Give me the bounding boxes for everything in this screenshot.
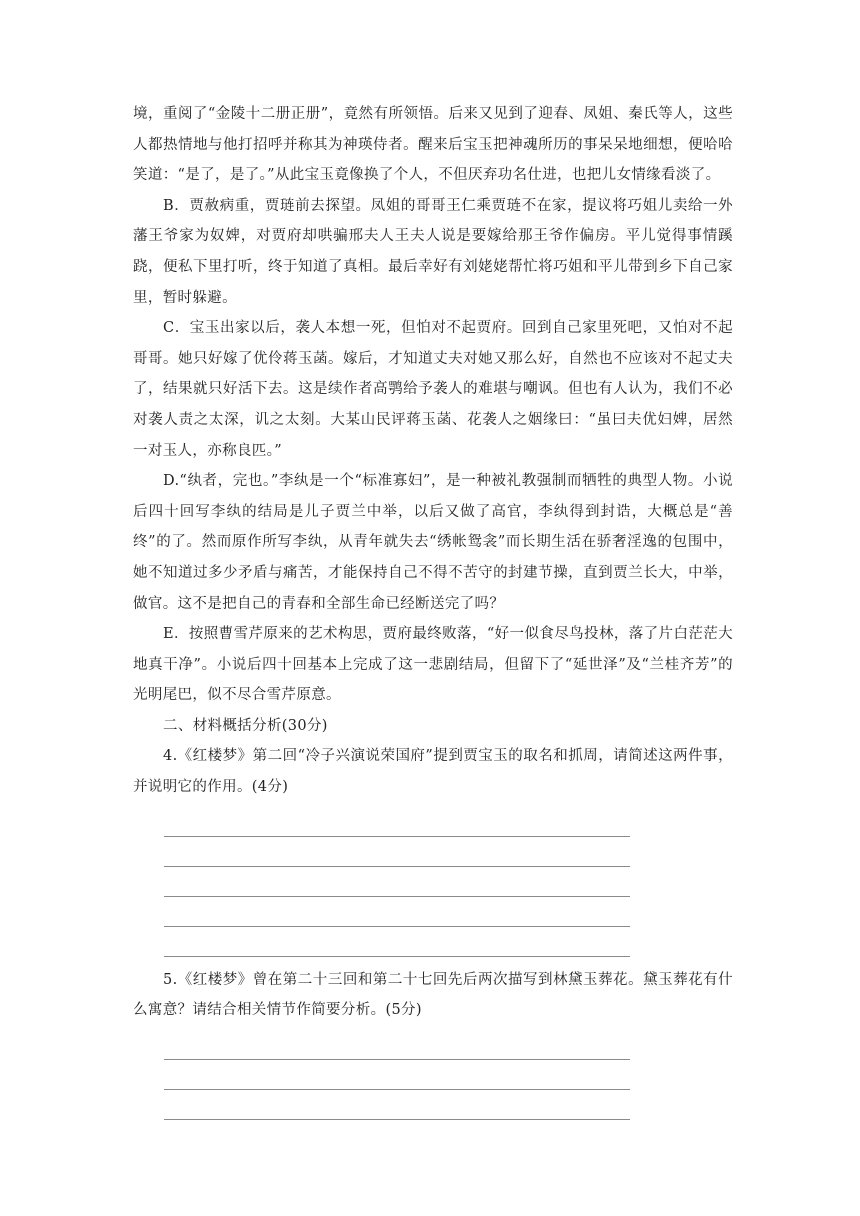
page-content (133, 99, 733, 1120)
question-4-answer-area[interactable] (164, 807, 630, 957)
question-5: 5.《红楼梦》曾在第二十三回和第二十七回先后两次描写到林黛玉葬花。黛玉葬花有什么寓意？请结合相关情节作简要分析。(5分) (133, 971, 733, 1019)
option-d-paragraph: D.“纨者，完也。”李纨是一个“标准寡妇”，是一种被礼教强制而牺牲的典型人物。小说后四十回写李纨的结局是儿子贾兰中举，以后又做了高官，李纨得到封诰，大概总是“善终”的了。然而原作所写李纨，从青年就失去“绣帐鸳衾”而长期生活在骄奢淫逸的包围中，她不知道过多少矛盾与痛苦，才能保持自己不得不苦守的封建节操，直到贾兰长大，中举，做官。这不是把自己的青春和全部生命已经断送完了吗？ (133, 473, 733, 612)
option-e-paragraph: E．按照曹雪芹原来的艺术构思，贾府最终败落，“好一似食尽鸟投林，落了片白茫茫大地真干净”。小说后四十回基本上完成了这一悲剧结局，但留下了“延世泽”及“兰桂齐芳”的光明尾巴，似不尽合雪芹原意。 (133, 626, 733, 704)
answer-line[interactable] (164, 1030, 630, 1060)
answer-line[interactable] (164, 897, 630, 927)
option-b-paragraph: B．贾赦病重，贾琏前去探望。凤姐的哥哥王仁乘贾琏不在家，提议将巧姐儿卖给一外藩王爷家为奴婢，对贾府却哄骗邢夫人王夫人说是要嫁给那王爷作偏房。平儿觉得事情蹊跷，便私下里打听，终于知道了真相。最后幸好有刘姥姥帮忙将巧姐和平儿带到乡下自己家里，暂时躲避。 (133, 197, 733, 306)
intro-paragraph: 境，重阅了“金陵十二册正册”，竟然有所领悟。后来又见到了迎春、凤姐、秦氏等人，这些人都热情地与他打招呼并称其为神瑛侍者。醒来后宝玉把神魂所历的事呆呆地细想，便哈哈笑道：“是了，是了。”从此宝玉竟像换了个人，不但厌弃功名仕进，也把儿女情缘看淡了。 (133, 106, 733, 184)
answer-line[interactable] (164, 837, 630, 867)
question-4: 4.《红楼梦》第二回“冷子兴演说荣国府”提到贾宝玉的取名和抓周，请简述这两件事，并说明它的作用。(4分) (133, 748, 733, 796)
answer-line[interactable] (164, 927, 630, 957)
answer-line[interactable] (164, 1060, 630, 1090)
section-heading: 二、材料概括分析(30分) (163, 717, 328, 734)
option-c-paragraph: C．宝玉出家以后，袭人本想一死，但怕对不起贾府。回到自己家里死吧，又怕对不起哥哥。她只好嫁了优伶蒋玉菡。嫁后，才知道丈夫对她又那么好，自然也不应该对不起丈夫了，结果就只好活下去。这是续作者高鹗给予袭人的难堪与嘲讽。但也有人认为，我们不必对袭人责之太深，讥之太刻。大某山民评蒋玉菡、花袭人之姻缘曰：“虽曰夫优妇婢，居然一对玉人，亦称良匹。” (133, 320, 733, 459)
answer-line[interactable] (164, 807, 630, 837)
answer-line[interactable] (164, 867, 630, 897)
answer-line[interactable] (164, 1090, 630, 1120)
question-5-answer-area[interactable] (164, 1030, 630, 1120)
